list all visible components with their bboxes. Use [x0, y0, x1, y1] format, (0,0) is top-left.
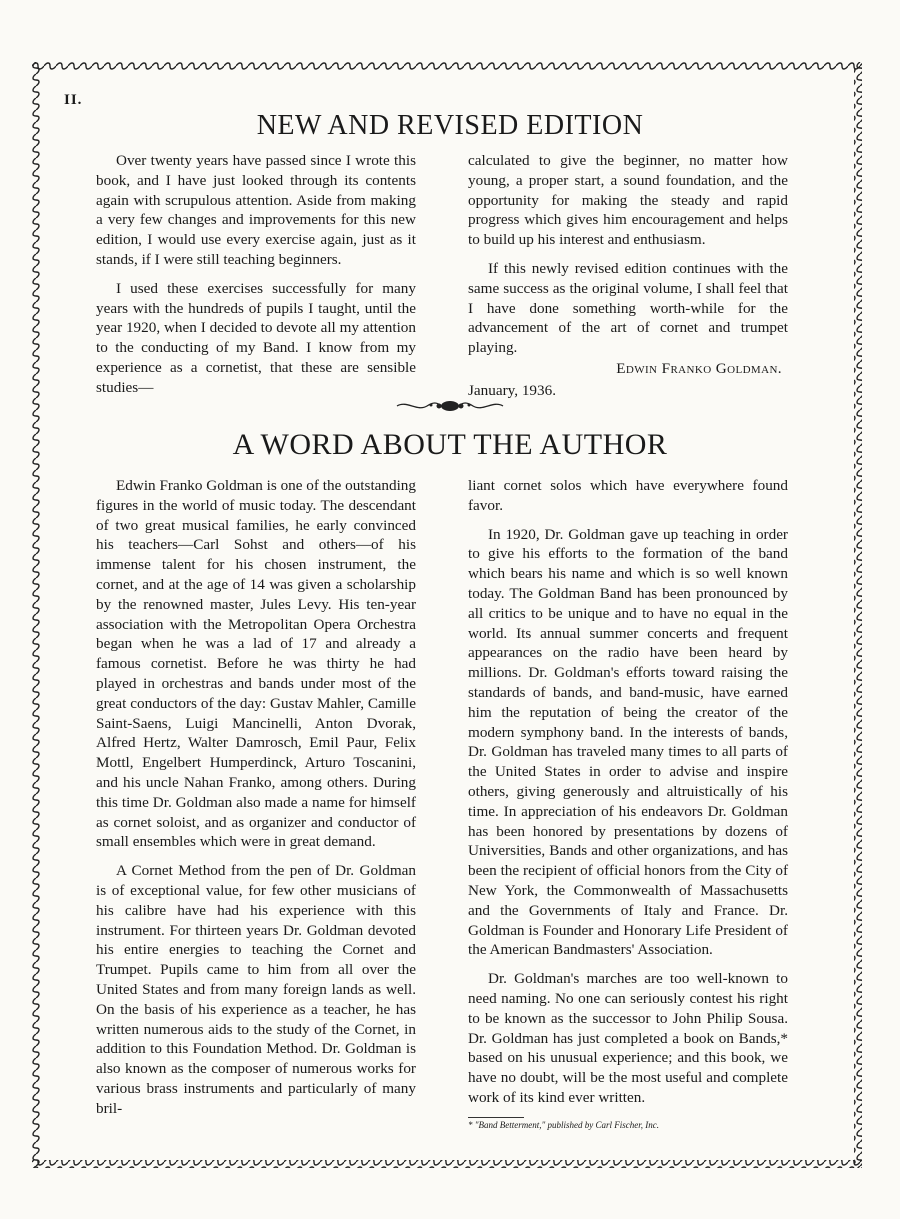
edition-column-right [468, 151, 788, 401]
section-title-about-author: A WORD ABOUT THE AUTHOR [232, 428, 668, 461]
paragraph: In 1920, Dr. Goldman gave up teaching in order to give his efforts to the formation of the band which bears his name and which is so well known today. The Goldman Band has been pronounced by all critics to be unique and to have no equal in the world. Its annual summer concerts and frequent appearances on the radio have been heard by millions. Dr. Goldman's efforts toward raising the standards of bands, and band-music, have earned him the reputation of being the creator of the modern symphony band. In the interests of bands, Dr. Goldman has traveled many times to all parts of the United States in order to advise and inspire others, giving generously and altruistically of his time. In appreciation of his endeavors Dr. Goldman has been honored by presentations by dozens of Universities, Bands and other organizations, and has been the recipient of official honors from the City of New York, the Commonwealth of Massachusetts and the Governments of Italy and France. Dr. Goldman is Founder and Honorary Life President of the American Bandmasters' Association. [468, 525, 788, 959]
footnote: * "Band Betterment," published by Carl Fischer, Inc. [468, 1119, 660, 1130]
author-column-right [468, 476, 788, 1131]
paragraph: Over twenty years have passed since I wrote this book, and I have just looked through its contents again with scrupulous attention. Aside from making a very few changes and improvements for this new edition, I would use every exercise again, just as it stands, if I were still teaching beginners. [96, 152, 416, 268]
scroll-ornament-icon [395, 398, 505, 414]
author-column-left [96, 476, 416, 1128]
paragraph: If this newly revised edition continues with the same success as the original volume, I shall feel that I have done something worth-while for the advancement of the art of cornet and trumpet playing. [468, 259, 788, 357]
date-line: January, 1936. [468, 381, 557, 399]
section-title-new-edition: NEW AND REVISED EDITION [256, 110, 644, 141]
page-number: II. [64, 92, 83, 108]
paragraph: Dr. Goldman's marches are too well-known to need naming. No one can seriously contest his right to be known as the successor to John Philip Sousa. Dr. Goldman has just completed a book on Bands,* based on his unusual experience; and this book, we have no doubt, will be the most useful and complete work of its kind ever written. [468, 970, 788, 1106]
paragraph: I used these exercises successfully for many years with the hundreds of pupils I taught, until the year 1920, when I decided to devote all my attention to the conducting of my Band. I know from my experience as a cornetist, that these are sensible studies— [96, 279, 416, 396]
paragraph: A Cornet Method from the pen of Dr. Goldman is of exceptional value, for few other musicians of his calibre have had his experience with this instrument. For thirteen years Dr. Goldman devoted his entire energies to teaching the Cornet and Trumpet. Pupils came to him from all over the United States and from many foreign lands as well. On the basis of his experience as a teacher, he has written numerous aids to the study of the Cornet, in addition to this Foundation Method. Dr. Goldman is also known as the composer of numerous works for various brass instruments and particularly of many bril- [96, 862, 416, 1117]
paragraph: liant cornet solos which have everywhere found favor. [468, 477, 788, 514]
paragraph: calculated to give the beginner, no matter how young, a proper start, a sound foundation, and the opportunity for making the steady and rapid progress which gives him encouragement and helps to build up his interest and enthusiasm. [468, 152, 788, 249]
signature: Edwin Franko Goldman. [616, 359, 782, 377]
paragraph: Edwin Franko Goldman is one of the outstanding figures in the world of music today. The descendant of two great musical families, he early convinced his teachers—Carl Sohst and others—of his immense talent for his chosen instrument, the cornet, and at the age of 14 was given a scholarship by the renowned master, Jules Levy. His ten-year association with the Metropolitan Opera Orchestra began when he was a lad of 17 and already a famous cornetist. Before he was thirty he had played in orchestras and bands under most of the great conductors of the day: Gustav Mahler, Camille Saint-Saens, Luigi Mancinelli, Anton Dvorak, Alfred Hertz, Walter Damrosch, Emil Paur, Felix Mottl, Engelbert Humperdinck, Arturo Toscanini, and his uncle Nahan Franko, among others. During this time Dr. Goldman also made a name for himself as cornet soloist, and as organizer and conductor of small ensembles which were in great demand. [96, 477, 416, 851]
edition-column-left [96, 151, 416, 407]
footnote-rule [468, 1117, 524, 1118]
